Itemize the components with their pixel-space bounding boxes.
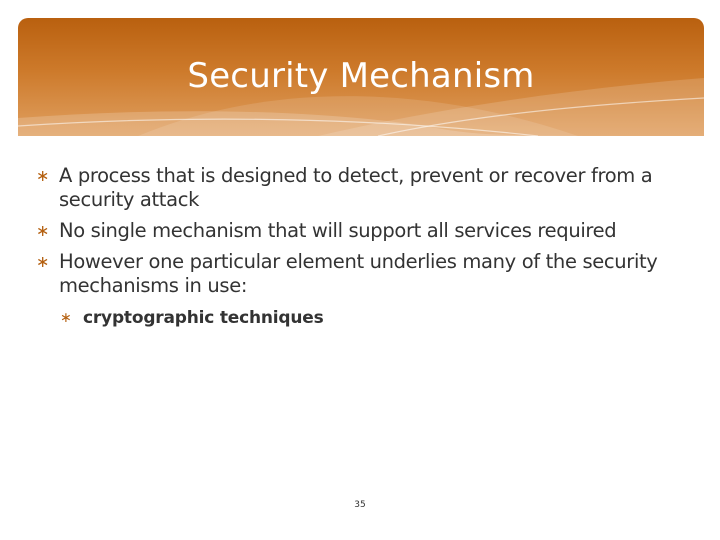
- asterisk-bullet-icon: ∗: [36, 221, 50, 240]
- sub-bullet-item: [60, 307, 704, 329]
- bullet-text: A process that is designed to detect, prevent or recover from a security attack: [59, 164, 653, 211]
- page-number: 35: [354, 500, 366, 510]
- bullet-item: [36, 164, 704, 212]
- asterisk-bullet-icon: ∗: [60, 310, 72, 326]
- sub-bullet-text: cryptographic techniques: [83, 308, 324, 328]
- bullet-text: No single mechanism that will support all services required: [59, 219, 617, 242]
- bullet-item: [36, 219, 704, 243]
- slide-title: Security Mechanism: [187, 56, 535, 96]
- slide-content: [36, 164, 704, 329]
- asterisk-bullet-icon: ∗: [36, 252, 50, 271]
- title-band: [18, 18, 704, 136]
- bullet-text: However one particular element underlies many of the security mechanisms in use:: [59, 250, 658, 297]
- asterisk-bullet-icon: ∗: [36, 166, 50, 185]
- bullet-item: [36, 250, 704, 298]
